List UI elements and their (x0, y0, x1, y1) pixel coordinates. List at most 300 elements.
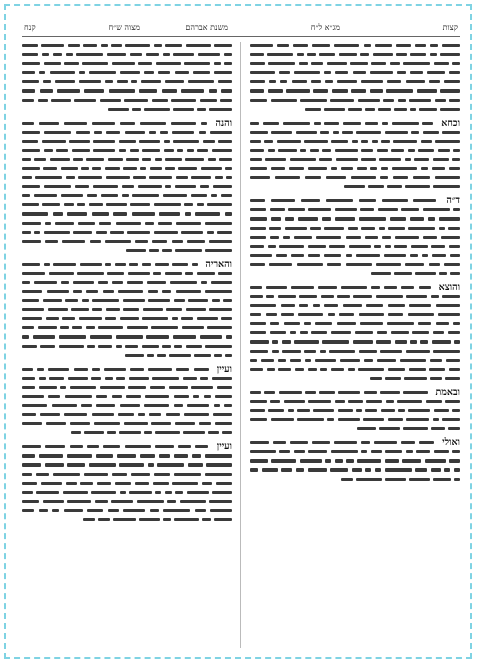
header-center-left: מצוה ש״ח (108, 23, 140, 32)
text-word (64, 413, 87, 416)
text-word (379, 227, 385, 230)
text-word (250, 176, 270, 179)
text-word (22, 368, 33, 371)
text-word (194, 368, 209, 371)
text-word (381, 167, 388, 170)
text-word (361, 450, 367, 453)
text-word (361, 80, 383, 83)
text-word (34, 194, 57, 197)
text-word (111, 500, 133, 503)
text-word (176, 368, 189, 371)
text-word (123, 167, 137, 170)
text-word (133, 176, 146, 179)
text-word (452, 62, 460, 65)
text-word (22, 62, 40, 65)
text-word (434, 409, 449, 412)
text-word (450, 254, 460, 257)
text-word (449, 245, 460, 248)
text-word (79, 80, 101, 83)
text-word (62, 240, 85, 243)
text-word (89, 463, 116, 466)
text-word (181, 317, 193, 320)
text-word (65, 395, 92, 398)
text-word (200, 335, 222, 338)
text-word (224, 62, 232, 65)
text-line (250, 129, 460, 136)
text-word (187, 240, 205, 243)
text-word (106, 203, 127, 206)
text-word (152, 377, 179, 380)
text-word (209, 89, 217, 92)
text-word (375, 468, 381, 471)
text-word (75, 185, 89, 188)
text-word (442, 131, 460, 134)
text-word (422, 122, 433, 125)
text-word (145, 395, 169, 398)
text-word (22, 53, 38, 56)
text-word (212, 299, 220, 302)
column-divider (240, 42, 241, 648)
text-word (184, 62, 210, 65)
text-word (178, 167, 197, 170)
text-word (338, 391, 360, 394)
text-word (71, 308, 89, 311)
text-word (123, 509, 145, 512)
text-word (125, 345, 138, 348)
text-word (108, 158, 123, 161)
text-word (172, 482, 198, 485)
text-word (132, 194, 159, 197)
text-word (34, 158, 46, 161)
paragraph-heading: ואולי (442, 437, 460, 449)
text-word (83, 44, 97, 47)
text-word (374, 441, 397, 444)
text-word (119, 463, 144, 466)
text-word (99, 222, 111, 225)
text-word (79, 317, 102, 320)
text-word (187, 149, 194, 152)
text-word (388, 313, 403, 316)
text-word (277, 44, 289, 47)
text-word (319, 53, 335, 56)
text-word (271, 418, 294, 421)
text-word (104, 368, 126, 371)
text-word (22, 185, 40, 188)
text-word (289, 167, 304, 170)
text-word (191, 194, 207, 197)
text-line (250, 165, 460, 172)
text-word (81, 404, 92, 407)
text-word (42, 140, 66, 143)
text-line (250, 156, 460, 163)
text-word (371, 450, 382, 453)
text-word (163, 194, 187, 197)
text-line (250, 87, 460, 94)
paragraph-heading: ובאמת (435, 386, 460, 398)
text-word (94, 131, 102, 134)
text-word (192, 263, 198, 266)
text-word (385, 459, 399, 462)
text-word (105, 240, 131, 243)
text-word (423, 208, 450, 211)
text-line (22, 324, 232, 331)
text-word (371, 286, 380, 289)
text-word (84, 431, 104, 434)
text-line (250, 183, 460, 190)
text-word (70, 386, 96, 389)
text-word (205, 222, 232, 225)
text-word (410, 217, 424, 220)
text-word (22, 413, 36, 416)
text-word (199, 131, 206, 134)
text-word (115, 482, 131, 485)
text-word (142, 158, 151, 161)
text-word (91, 377, 101, 380)
text-word (44, 131, 71, 134)
text-line (250, 293, 460, 300)
text-word (270, 208, 285, 211)
text-word (294, 71, 320, 74)
text-word (97, 482, 111, 485)
text-word (50, 71, 75, 74)
text-word (319, 391, 335, 394)
text-word (217, 386, 232, 389)
text-word (250, 158, 262, 161)
text-word (106, 176, 130, 179)
text-word (22, 231, 31, 234)
text-line (22, 461, 232, 468)
text-word (250, 254, 272, 257)
text-word (344, 185, 365, 188)
text-word (331, 331, 351, 334)
text-word (341, 286, 367, 289)
text-word (322, 340, 349, 343)
text-word (149, 249, 159, 252)
text-word (433, 185, 460, 188)
text-word (22, 463, 41, 466)
text-word (212, 377, 232, 380)
text-word (215, 395, 232, 398)
text-word (395, 236, 419, 239)
text-word (427, 71, 445, 74)
text-word (391, 149, 404, 152)
text-word (250, 450, 276, 453)
text-word (282, 350, 301, 353)
text-line (250, 425, 460, 432)
text-word (166, 413, 180, 416)
text-word (22, 71, 35, 74)
text-line (250, 348, 460, 355)
text-word (22, 99, 34, 102)
text-word (215, 176, 223, 179)
text-word (299, 62, 308, 65)
text-word (113, 518, 136, 521)
text-word (52, 509, 59, 512)
text-word (117, 80, 128, 83)
text-word (365, 108, 375, 111)
text-word (40, 413, 60, 416)
text-line (250, 138, 460, 145)
text-word (148, 463, 154, 466)
text-word (433, 478, 451, 481)
text-line (250, 261, 460, 268)
text-word (294, 236, 312, 239)
text-word (155, 431, 180, 434)
text-word (115, 263, 126, 266)
text-word (94, 422, 120, 425)
text-word (423, 131, 439, 134)
text-word (366, 400, 382, 403)
text-line (250, 386, 460, 398)
text-word (358, 368, 384, 371)
text-word (312, 44, 330, 47)
text-word (221, 194, 232, 197)
text-word (388, 368, 405, 371)
text-word (385, 478, 406, 481)
text-word (452, 450, 460, 453)
text-word (378, 108, 391, 111)
text-word (308, 450, 327, 453)
text-line (22, 516, 232, 523)
text-word (22, 89, 35, 92)
text-word (268, 149, 275, 152)
text-line (250, 69, 460, 76)
text-word (356, 131, 381, 134)
text-word (126, 249, 146, 252)
text-word (449, 459, 460, 462)
text-word (384, 286, 397, 289)
text-word (69, 140, 90, 143)
text-word (425, 459, 446, 462)
text-word (266, 295, 274, 298)
text-word (140, 122, 166, 125)
text-word (142, 149, 160, 152)
text-word (211, 194, 217, 197)
text-word (390, 217, 406, 220)
text-word (376, 263, 401, 266)
text-word (270, 322, 279, 325)
text-word (410, 71, 423, 74)
text-word (385, 131, 408, 134)
text-word (271, 217, 281, 220)
text-word (385, 377, 401, 380)
text-word (221, 317, 232, 320)
text-line (22, 333, 232, 340)
text-line (250, 243, 460, 250)
text-word (360, 53, 369, 56)
text-word (428, 217, 435, 220)
text-word (209, 240, 232, 243)
text-word (148, 299, 170, 302)
text-word (250, 331, 266, 334)
text-word (440, 108, 460, 111)
text-word (449, 368, 460, 371)
text-word (141, 80, 161, 83)
text-word (444, 468, 450, 471)
text-word (68, 377, 88, 380)
text-word (250, 304, 276, 307)
text-word (34, 231, 40, 234)
text-line (22, 165, 232, 172)
text-word (300, 459, 322, 462)
text-word (299, 304, 308, 307)
text-line (22, 411, 232, 418)
text-word (113, 212, 127, 215)
text-line (22, 183, 232, 190)
text-word (406, 418, 429, 421)
text-word (22, 308, 44, 311)
paragraph-heading: והוצא (438, 282, 460, 294)
text-word (205, 454, 232, 457)
text-word (225, 167, 232, 170)
text-line (22, 288, 232, 295)
text-word (250, 236, 266, 239)
text-word (40, 89, 53, 92)
text-word (380, 176, 388, 179)
text-word (268, 409, 284, 412)
text-word (324, 71, 331, 74)
text-word (186, 44, 211, 47)
text-line (22, 78, 232, 85)
text-word (165, 185, 171, 188)
text-word (202, 482, 212, 485)
text-word (250, 468, 258, 471)
text-word (278, 359, 286, 362)
text-word (370, 167, 377, 170)
text-word (343, 122, 361, 125)
text-word (125, 44, 150, 47)
text-word (366, 304, 383, 307)
text-word (81, 167, 89, 170)
text-word (448, 227, 460, 230)
text-word (370, 89, 383, 92)
text-word (197, 108, 206, 111)
text-word (155, 158, 162, 161)
text-word (45, 222, 51, 225)
text-word (145, 222, 154, 225)
text-word (44, 185, 71, 188)
text-word (337, 322, 356, 325)
text-word (83, 518, 95, 521)
text-word (22, 377, 35, 380)
text-word (22, 395, 44, 398)
text-word (132, 212, 155, 215)
text-word (271, 459, 296, 462)
text-word (92, 368, 100, 371)
text-word (111, 44, 122, 47)
text-word (313, 304, 320, 307)
text-word (385, 468, 412, 471)
text-word (45, 463, 64, 466)
text-word (300, 149, 306, 152)
text-word (429, 368, 445, 371)
text-word (22, 44, 38, 47)
text-word (65, 299, 78, 302)
text-word (150, 167, 162, 170)
text-word (438, 149, 450, 152)
text-word (398, 99, 406, 102)
text-word (433, 418, 439, 421)
text-word (375, 44, 392, 47)
text-word (175, 422, 195, 425)
text-word (48, 368, 69, 371)
text-word (37, 368, 44, 371)
text-word (304, 322, 311, 325)
text-word (265, 158, 286, 161)
paragraph-heading: ועיין (216, 441, 232, 453)
text-word (295, 368, 304, 371)
text-word (250, 295, 263, 298)
text-word (207, 203, 232, 206)
text-word (330, 99, 354, 102)
text-word (156, 62, 181, 65)
text-word (51, 99, 71, 102)
text-word (340, 359, 360, 362)
text-word (339, 313, 354, 316)
text-word (144, 71, 154, 74)
text-word (46, 317, 59, 320)
text-word (176, 176, 188, 179)
text-word (188, 299, 208, 302)
text-word (112, 473, 127, 476)
text-word (421, 167, 428, 170)
text-word (378, 208, 398, 211)
text-word (147, 354, 154, 357)
text-word (80, 482, 93, 485)
text-word (129, 491, 152, 494)
text-word (204, 395, 211, 398)
text-word (393, 176, 408, 179)
text-word (266, 286, 287, 289)
paragraph-heading: וכחא (441, 117, 460, 129)
text-word (82, 62, 108, 65)
text-word (335, 400, 345, 403)
text-word (200, 99, 217, 102)
text-line (22, 375, 232, 382)
text-word (116, 345, 122, 348)
text-word (331, 450, 358, 453)
paragraph-heading: ועיין (216, 363, 232, 375)
text-word (146, 53, 159, 56)
text-word (271, 199, 295, 202)
text-word (335, 71, 348, 74)
text-word (250, 263, 265, 266)
text-word (224, 53, 232, 56)
text-line (250, 60, 460, 67)
text-word (77, 203, 85, 206)
text-word (217, 231, 232, 234)
text-word (299, 295, 317, 298)
text-word (43, 299, 62, 302)
text-word (392, 167, 417, 170)
text-word (39, 509, 48, 512)
text-word (335, 208, 357, 211)
text-word (285, 227, 307, 230)
text-line (22, 279, 232, 286)
text-word (327, 418, 334, 421)
text-word (352, 140, 358, 143)
text-word (22, 80, 39, 83)
text-word (271, 131, 292, 134)
text-word (285, 217, 294, 220)
text-word (187, 491, 209, 494)
text-word (272, 350, 279, 353)
text-word (271, 99, 297, 102)
text-word (279, 71, 290, 74)
text-word (127, 281, 143, 284)
text-word (78, 176, 102, 179)
text-word (201, 281, 207, 284)
